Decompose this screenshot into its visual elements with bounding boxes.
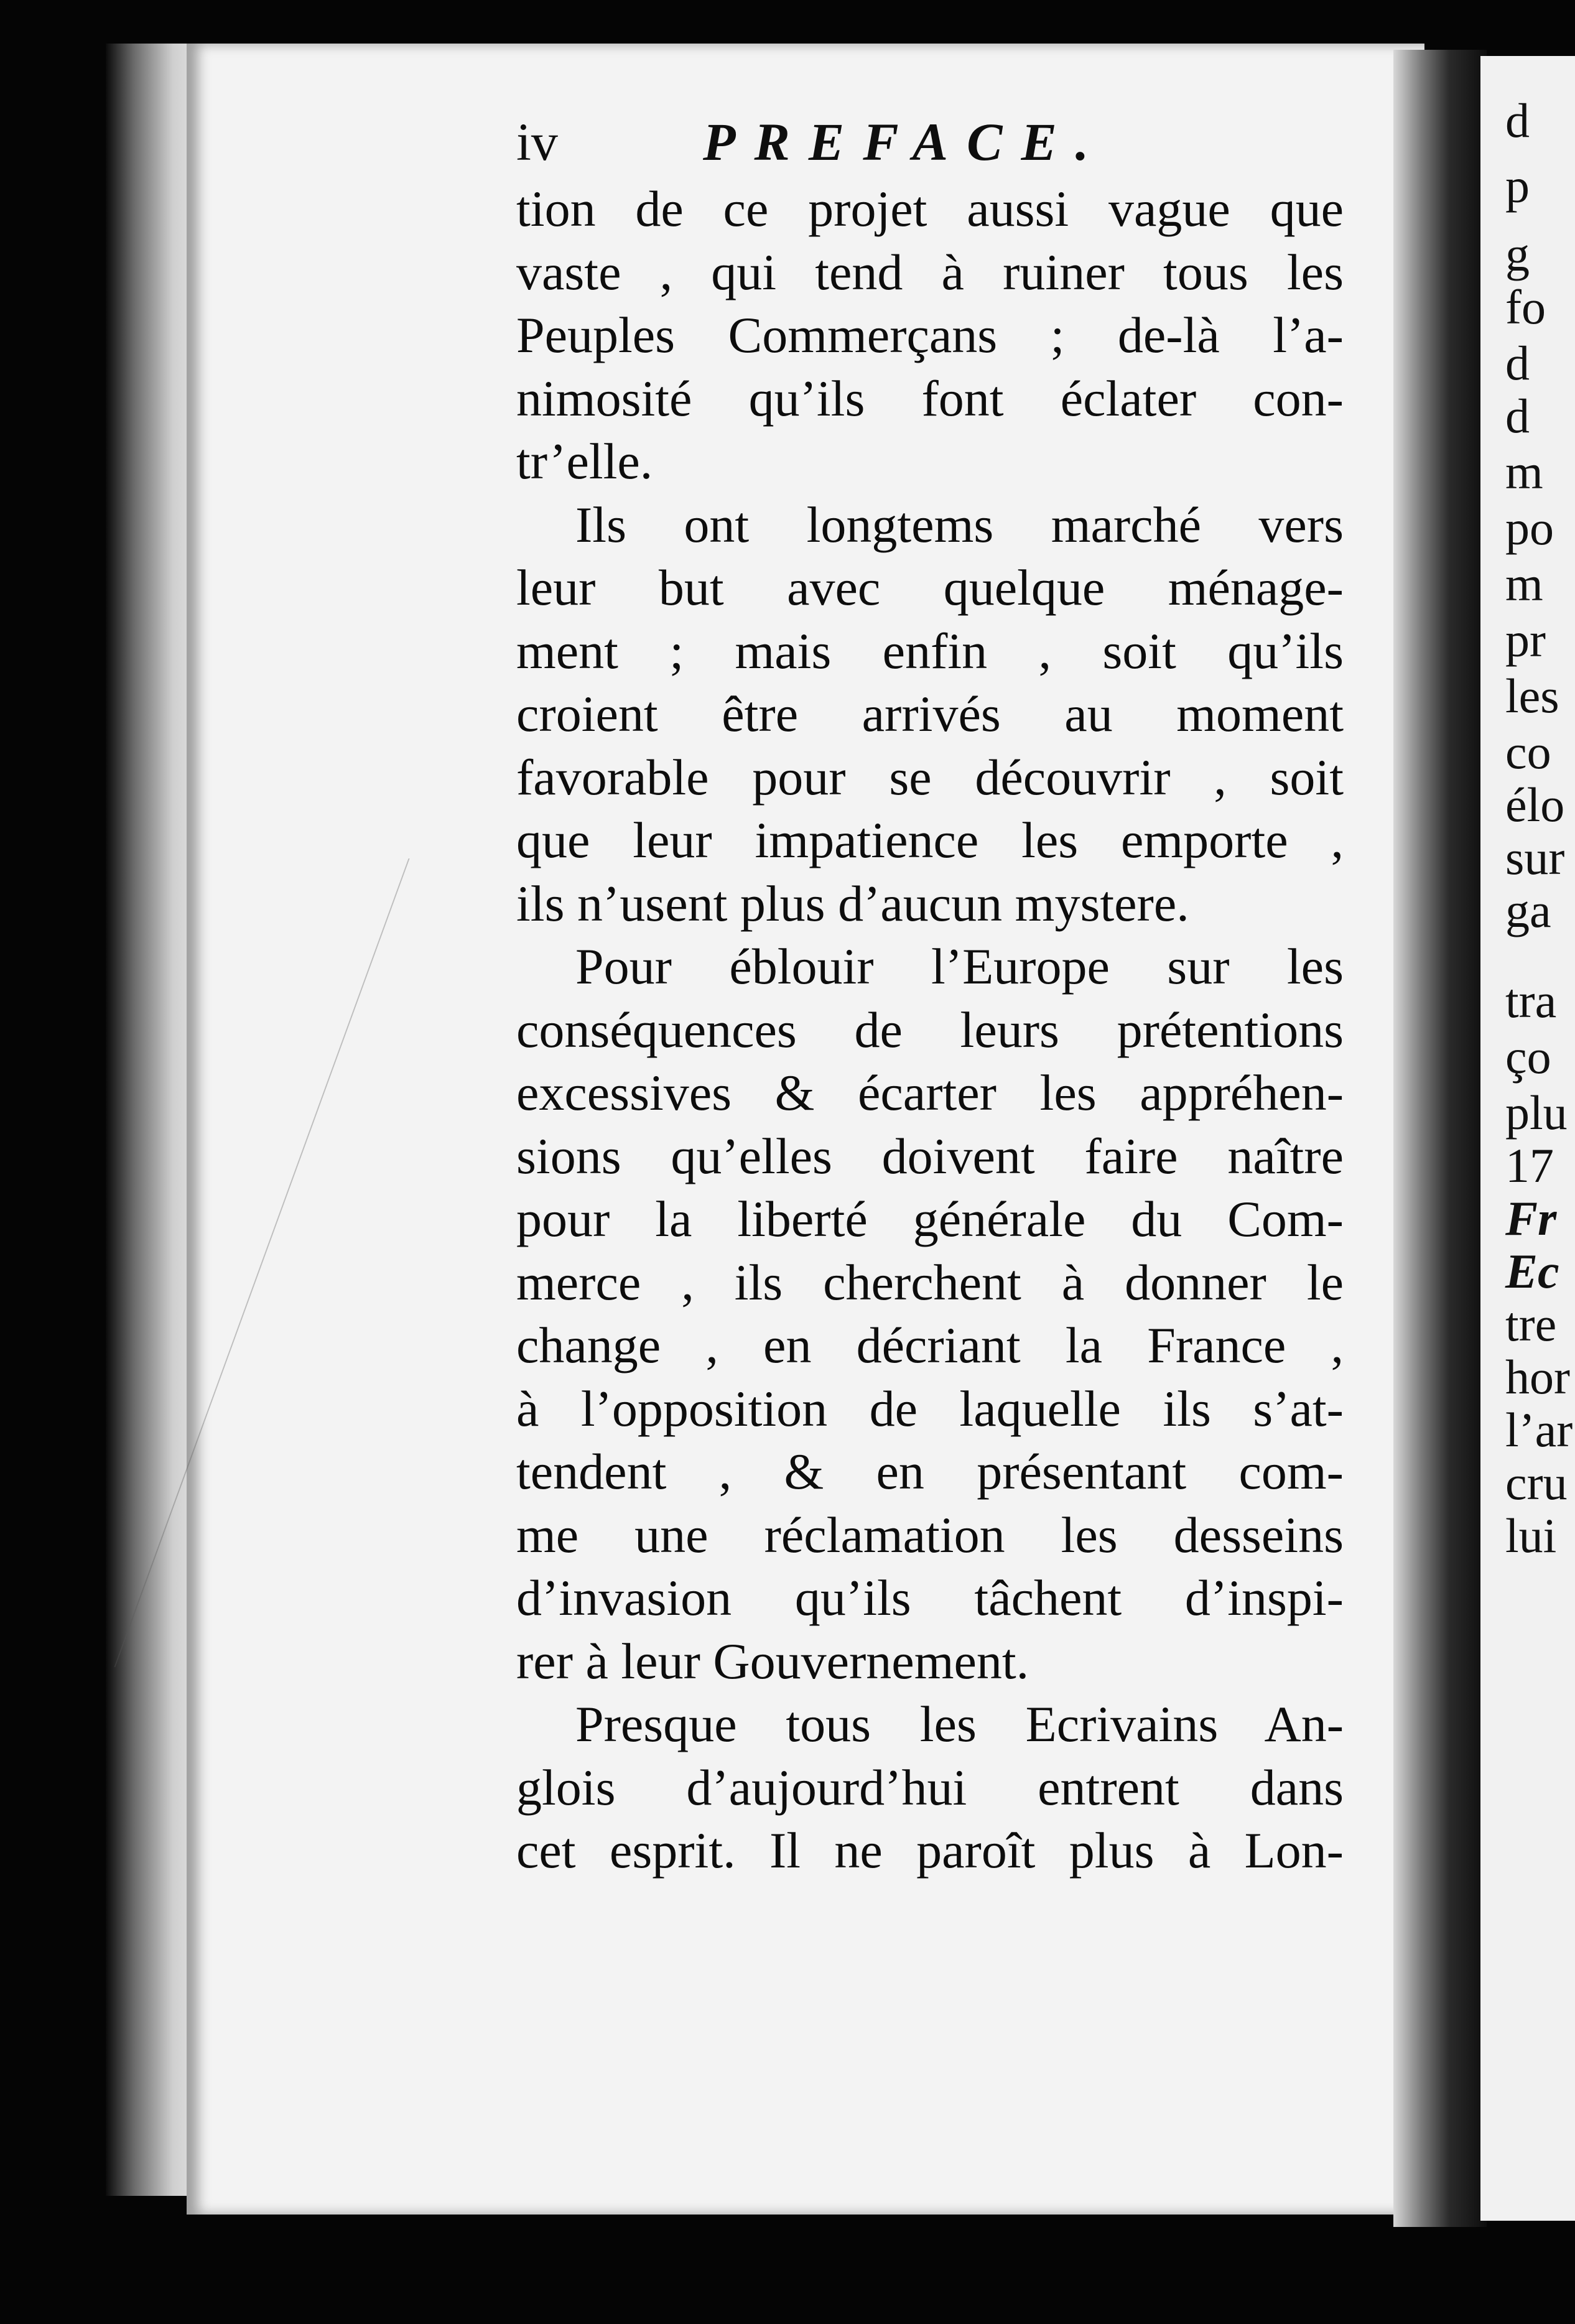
facing-page-fragment: m	[1505, 557, 1543, 611]
text-line: me une réclamation les desseins	[516, 1506, 1344, 1563]
facing-page-fragment: sur	[1505, 830, 1565, 885]
text-line: Presque tous les Ecrivains An-	[575, 1696, 1344, 1752]
text-line: à l’opposition de laquelle ils s’at-	[516, 1380, 1344, 1437]
text-line: ils n’usent plus d’aucun mystere.	[516, 875, 1189, 932]
facing-page-fragment: d	[1505, 93, 1530, 147]
gutter-shadow	[1393, 50, 1487, 2227]
text-line: merce , ils cherchent à donner le	[516, 1253, 1344, 1311]
text-line: sions qu’elles doivent faire naître	[516, 1127, 1344, 1184]
text-line: ment ; mais enfin , soit qu’ils	[516, 622, 1344, 679]
text-line: glois d’aujourd’hui entrent dans	[516, 1759, 1344, 1816]
facing-page-fragment: p	[1505, 159, 1530, 213]
facing-page-fragment: Fr	[1505, 1191, 1557, 1245]
running-title: PREFACE.	[703, 112, 1108, 172]
text-line: Peuples Commerçans ; de-là l’a-	[516, 307, 1344, 363]
facing-page-fragment: lui	[1505, 1508, 1557, 1563]
facing-page-fragment: ço	[1505, 1030, 1551, 1084]
text-line: vaste , qui tend à ruiner tous les	[516, 243, 1344, 300]
text-line: conséquences de leurs prétentions	[516, 1001, 1344, 1058]
text-line: cet esprit. Il ne paroît plus à Lon-	[516, 1822, 1344, 1879]
text-line: tion de ce projet aussi vague que	[516, 180, 1344, 237]
facing-page-fragment: fo	[1505, 280, 1546, 334]
facing-page-fragment: g	[1505, 227, 1530, 281]
facing-page-fragment: co	[1505, 725, 1551, 779]
facing-page-fragment: Ec	[1505, 1244, 1559, 1298]
facing-page-fragment: d	[1505, 336, 1530, 390]
text-line: Ils ont longtems marché vers	[575, 496, 1344, 553]
text-line: tendent , & en présentant com-	[516, 1443, 1344, 1500]
facing-page-fragment: tra	[1505, 974, 1557, 1028]
text-line: rer à leur Gouvernement.	[516, 1632, 1029, 1690]
text-line: change , en décriant la France ,	[516, 1317, 1344, 1373]
text-line: excessives & écarter les appréhen-	[516, 1064, 1344, 1121]
facing-page-fragment: m	[1505, 445, 1543, 499]
text-line: croient être arrivés au moment	[516, 686, 1344, 742]
facing-page-fragment: cru	[1505, 1456, 1568, 1510]
facing-page-fragment: 17	[1505, 1138, 1554, 1192]
facing-page-fragment: pr	[1505, 613, 1546, 667]
text-line: que leur impatience les emporte ,	[516, 812, 1344, 868]
facing-page-fragment: po	[1505, 501, 1554, 555]
text-line: Pour éblouir l’Europe sur les	[575, 938, 1344, 995]
facing-page-fragment: plu	[1505, 1085, 1568, 1140]
facing-page-edge	[1480, 56, 1575, 2221]
facing-page-fragment: tre	[1505, 1297, 1557, 1351]
facing-page-fragment: les	[1505, 669, 1559, 723]
text-line: tr’elle.	[516, 433, 653, 490]
page-header	[516, 111, 1176, 179]
body-text	[516, 177, 1344, 1882]
facing-page-fragment: d	[1505, 389, 1530, 443]
text-line: favorable pour se découvrir , soit	[516, 748, 1344, 806]
text-line: nimosité qu’ils font éclater con-	[516, 370, 1344, 427]
facing-page-fragment: élo	[1505, 778, 1565, 832]
facing-page-fragment: ga	[1505, 883, 1551, 937]
text-line: d’invasion qu’ils tâchent d’inspi-	[516, 1569, 1344, 1626]
text-line: pour la liberté générale du Com-	[516, 1191, 1344, 1247]
page-number: iv	[516, 112, 558, 172]
text-line: leur but avec quelque ménage-	[516, 559, 1344, 616]
facing-page-fragment: l’ar	[1505, 1403, 1573, 1457]
facing-page-fragment: hor	[1505, 1350, 1570, 1404]
